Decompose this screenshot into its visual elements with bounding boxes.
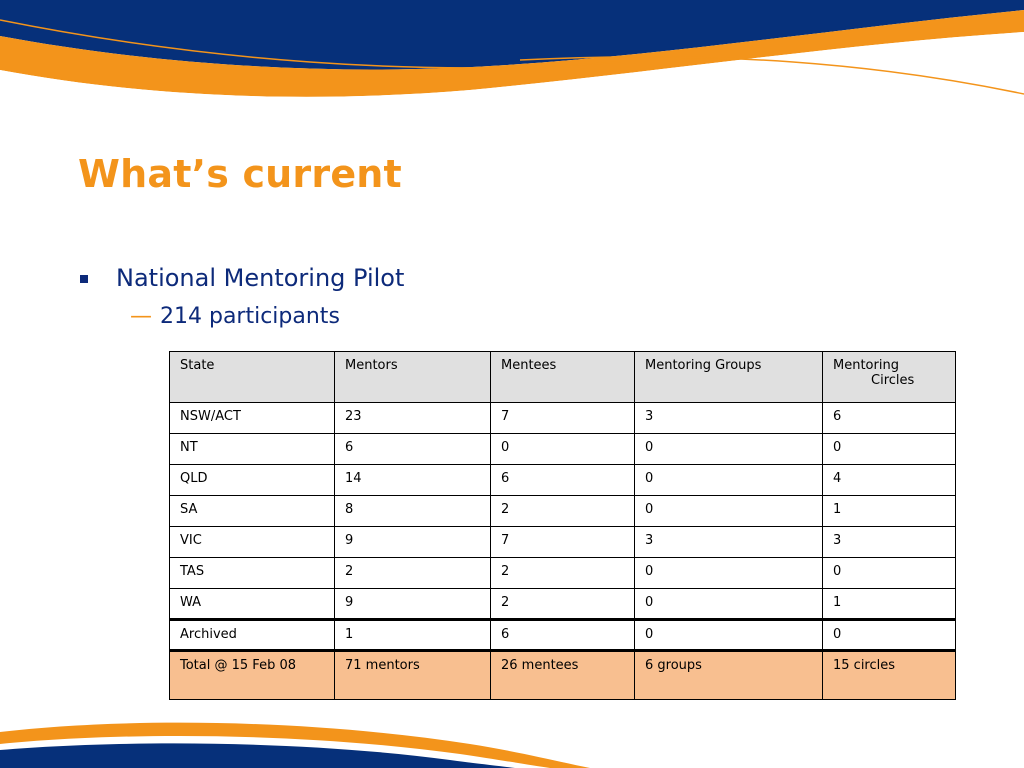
header-cell-line: Circles <box>871 373 915 388</box>
table-cell: 6 <box>491 465 635 496</box>
total-cell: Total @ 15 Feb 08 <box>170 651 335 700</box>
header-cell-line: Mentoring <box>833 358 899 373</box>
header-decoration <box>0 0 1024 110</box>
table-cell: 2 <box>335 558 491 589</box>
total-cell: 26 mentees <box>491 651 635 700</box>
header-cell: Mentees <box>491 352 635 403</box>
table-cell: SA <box>170 496 335 527</box>
header-cell: State <box>170 352 335 403</box>
table-row <box>170 496 956 527</box>
table-header-row <box>170 352 956 403</box>
table-cell: 2 <box>491 496 635 527</box>
table-cell: WA <box>170 589 335 620</box>
table-cell: 1 <box>823 496 956 527</box>
table-cell: 3 <box>635 403 823 434</box>
table-cell: 3 <box>823 527 956 558</box>
table-row <box>170 589 956 620</box>
slide-title: What’s current <box>78 152 402 196</box>
table-cell: 8 <box>335 496 491 527</box>
total-cell: 15 circles <box>823 651 956 700</box>
table-cell: QLD <box>170 465 335 496</box>
header-cell: Mentors <box>335 352 491 403</box>
header-cell <box>823 352 956 403</box>
bullet-level1-text: National Mentoring Pilot <box>116 264 405 292</box>
table-cell: 7 <box>491 403 635 434</box>
table-row <box>170 465 956 496</box>
table-row <box>170 527 956 558</box>
total-cell: 71 mentors <box>335 651 491 700</box>
table-cell: 0 <box>635 434 823 465</box>
table-cell: 2 <box>491 589 635 620</box>
table-cell: 0 <box>635 589 823 620</box>
table-cell: 1 <box>823 589 956 620</box>
table-total-row <box>170 651 956 700</box>
table-cell: 0 <box>823 620 956 651</box>
table-cell: NSW/ACT <box>170 403 335 434</box>
table-cell: 6 <box>823 403 956 434</box>
dash-bullet-icon: — <box>130 304 152 329</box>
table-cell: 0 <box>491 434 635 465</box>
table-row <box>170 558 956 589</box>
table-cell: 0 <box>823 434 956 465</box>
bullet-level2 <box>130 304 340 329</box>
table-cell: 4 <box>823 465 956 496</box>
table-cell: Archived <box>170 620 335 651</box>
table-cell: 0 <box>635 496 823 527</box>
bullet-level2-text: 214 participants <box>160 304 340 329</box>
table-cell: 23 <box>335 403 491 434</box>
table-cell: 6 <box>335 434 491 465</box>
table-cell: 9 <box>335 527 491 558</box>
header-cell: Mentoring Groups <box>635 352 823 403</box>
total-cell: 6 groups <box>635 651 823 700</box>
table-cell: VIC <box>170 527 335 558</box>
table-cell: 6 <box>491 620 635 651</box>
table-cell: 1 <box>335 620 491 651</box>
footer-decoration <box>0 718 1024 768</box>
table-cell: TAS <box>170 558 335 589</box>
table-cell: 0 <box>635 620 823 651</box>
table-cell: 9 <box>335 589 491 620</box>
square-bullet-icon <box>80 275 88 283</box>
table-cell: 0 <box>635 465 823 496</box>
participants-table <box>169 351 956 700</box>
table-cell: NT <box>170 434 335 465</box>
table-cell: 0 <box>635 558 823 589</box>
table-cell: 7 <box>491 527 635 558</box>
table-cell: 14 <box>335 465 491 496</box>
table-cell: 2 <box>491 558 635 589</box>
table-row <box>170 403 956 434</box>
table-row-archived <box>170 620 956 651</box>
table-cell: 0 <box>823 558 956 589</box>
table-row <box>170 434 956 465</box>
table-cell: 3 <box>635 527 823 558</box>
